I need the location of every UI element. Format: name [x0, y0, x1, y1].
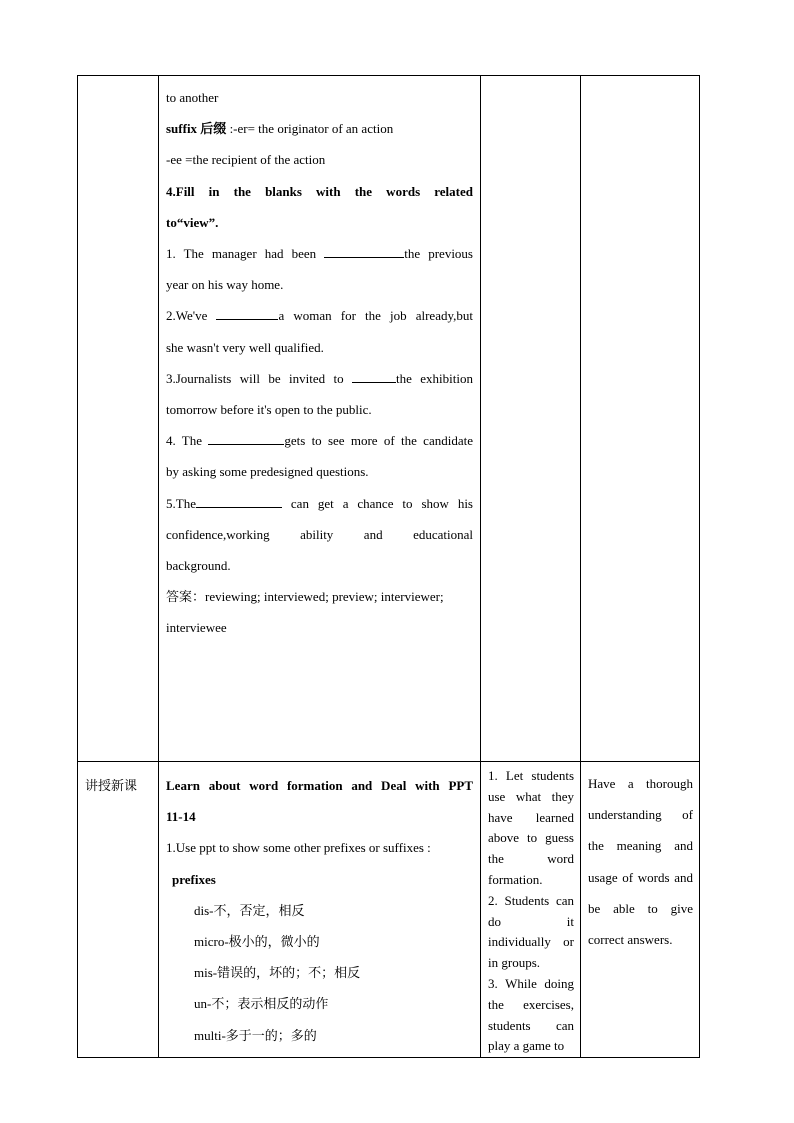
row2-activity-cell [481, 762, 581, 1058]
q5-text: 5.The [166, 495, 196, 511]
activity-item: 3. While doing the exercises, students can play a game to [488, 975, 574, 1054]
question-5 [166, 488, 473, 519]
prefix-item: multi-多于一的；多的 [194, 1027, 317, 1043]
row1-objective-cell [581, 76, 700, 762]
row1-activity-cell [481, 76, 581, 762]
section-label: 讲授新课 [85, 778, 138, 793]
exercise-heading-cont: to“view”. [166, 214, 219, 230]
activity-item: 1. Let students use what they have learned above to guess the word formation. [488, 768, 574, 887]
question-1-cont: year on his way home. [166, 277, 284, 293]
q5-text-after: can get a chance to show his [290, 495, 473, 511]
row2-content-cell [159, 762, 481, 1058]
row2-label-cell [78, 762, 159, 1058]
prefix-item: mis-错误的，坏的；不；相反 [194, 965, 361, 981]
answer-blank [208, 432, 284, 445]
exercise-heading: 4.Fill in the blanks with the words related [166, 183, 473, 199]
prefix-item: micro-极小的，微小的 [194, 934, 320, 950]
row1-label-cell [78, 76, 159, 762]
question-2 [166, 300, 473, 331]
q3-text: 3.Journalists will be invited to [166, 370, 344, 386]
question-3 [166, 363, 473, 394]
q2-text-after: a woman for the job already,but [278, 308, 473, 324]
question-4 [166, 425, 473, 456]
q3-text-after: the exhibition [396, 370, 474, 386]
activity-item: 2. Students can do it individually or in groups. [488, 892, 574, 971]
row1-content-cell [159, 76, 481, 762]
text-line: to another [166, 90, 219, 105]
q4-text-after: gets to see more of the candidate [284, 433, 473, 449]
text-line: -ee =the recipient of the action [166, 152, 326, 168]
suffix-definition: :-er= the originator of an action [226, 121, 394, 137]
answer-blank [196, 495, 282, 508]
row2-objective-cell [581, 762, 700, 1058]
step-1: 1.Use ppt to show some other prefixes or suffixes : [166, 840, 431, 856]
q4-text: 4. The [166, 433, 203, 449]
question-5-cont: confidence,working ability and educational [166, 526, 473, 542]
answer-blank [216, 307, 278, 320]
prefixes-title: prefixes [172, 871, 216, 887]
answer-key: 答案：reviewing; interviewed; preview; interviewer; [166, 589, 444, 605]
table-row [78, 762, 700, 1058]
question-3-cont: tomorrow before it's open to the public. [166, 402, 372, 418]
lesson-plan-table [77, 75, 700, 1058]
objective-text: Have a thorough understanding of the meaning and usage of words and be able to give correct answers. [588, 776, 693, 948]
question-2-cont: she wasn't very well qualified. [166, 339, 324, 355]
q2-text: 2.We've [166, 308, 208, 324]
section-heading-cont: 11-14 [166, 809, 196, 825]
answer-blank [324, 245, 404, 258]
section-heading: Learn about word formation and Deal with PPT [166, 778, 473, 793]
prefix-item: dis-不，否定，相反 [194, 902, 305, 918]
prefix-item: un-不；表示相反的动作 [194, 996, 329, 1012]
q1-text-after: the previous [404, 246, 473, 262]
suffix-term: suffix 后缀 [166, 121, 227, 137]
answer-blank [352, 370, 396, 383]
question-4-cont: by asking some predesigned questions. [166, 464, 369, 480]
answer-key-cont: interviewee [166, 620, 227, 636]
table-row [78, 76, 700, 762]
q1-text: 1. The manager had been [166, 246, 317, 262]
question-5-end: background. [166, 558, 231, 574]
question-1 [166, 238, 473, 269]
suffix-line [166, 113, 473, 144]
